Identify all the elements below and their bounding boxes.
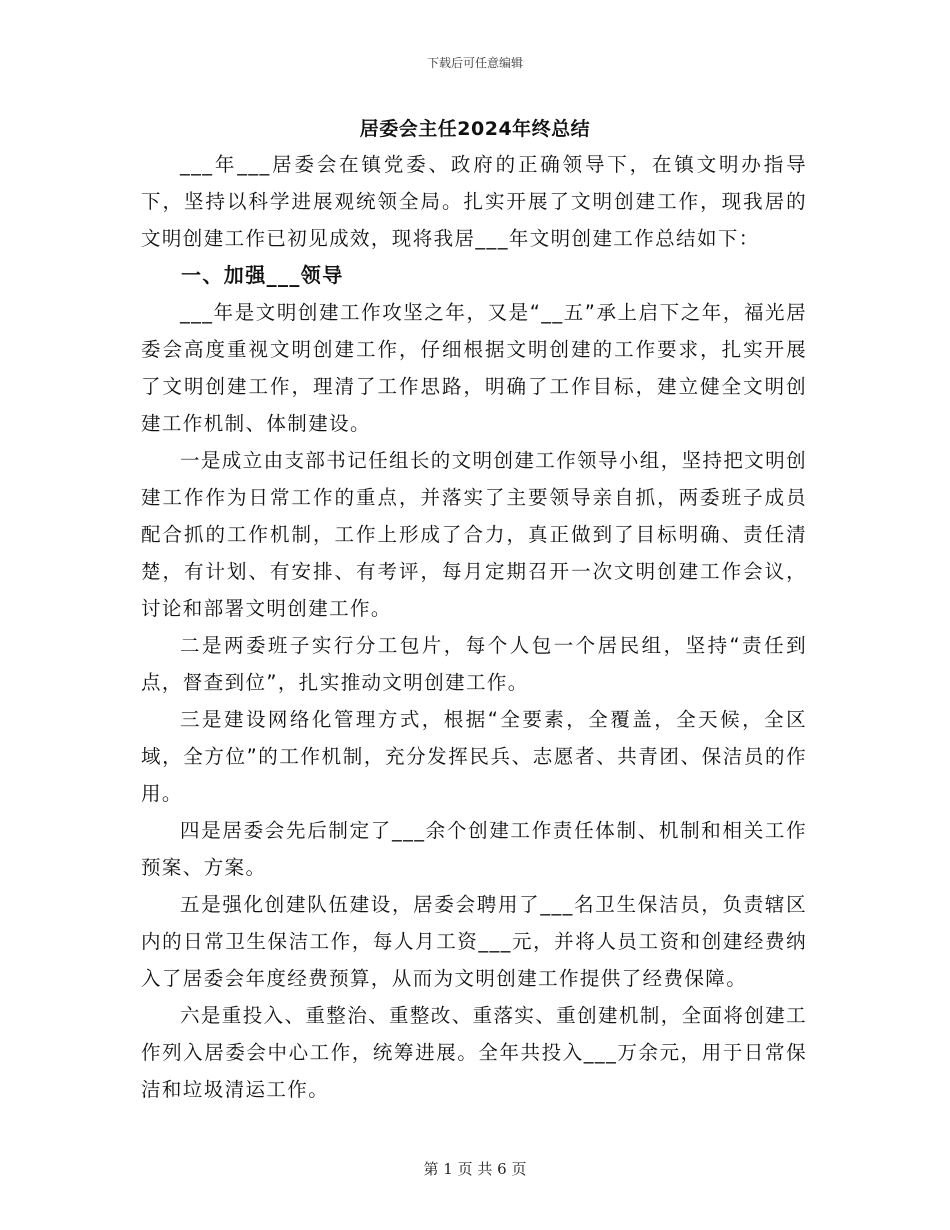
body-paragraph: 二是两委班子实行分工包片，每个人包一个居民组，坚持“责任到点，督查到位”，扎实推动文明创建工作。 (141, 634, 807, 694)
body-paragraph: 四是居委会先后制定了___余个创建工作责任体制、机制和相关工作预案、方案。 (141, 819, 807, 879)
document-body (141, 146, 807, 1108)
page-number: 第 1 页 共 6 页 (423, 1160, 527, 1178)
header-note: 下载后可任意编辑 (426, 56, 523, 70)
section-heading: 一、加强___领导 (181, 263, 344, 287)
body-paragraph: 六是重投入、重整治、重整改、重落实、重创建机制，全面将创建工作列入居委会中心工作，统筹进展。全年共投入___万余元，用于日常保洁和垃圾清运工作。 (141, 1004, 808, 1101)
body-paragraph: 一是成立由支部书记任组长的文明创建工作领导小组，坚持把文明创建工作作为日常工作的重点，并落实了主要领导亲自抓，两委班子成员配合抓的工作机制，工作上形成了合力，真正做到了目标明确、责任清楚，有计划、有安排、有考评，每月定期召开一次文明创建工作会议，讨论和部署文明创建工作。 (141, 449, 808, 620)
document-title: 居委会主任2024年终总结 (359, 118, 591, 140)
body-paragraph: 三是建设网络化管理方式，根据“全要素，全覆盖，全天候，全区域，全方位”的工作机制，充分发挥民兵、志愿者、共青团、保洁员的作用。 (141, 708, 807, 805)
body-paragraph: 五是强化创建队伍建设，居委会聘用了___名卫生保洁员，负责辖区内的日常卫生保洁工作，每人月工资___元，并将人员工资和创建经费纳入了居委会年度经费预算，从而为文明创建工作提供了经费保障。 (141, 893, 807, 990)
body-paragraph: ___年是文明创建工作攻坚之年，又是“__五”承上启下之年，福光居委会高度重视文明创建工作，仔细根据文明创建的工作要求，扎实开展了文明创建工作，理清了工作思路，明确了工作目标，建立健全文明创建工作机制、体制建设。 (141, 301, 807, 435)
intro-paragraph: ___年___居委会在镇党委、政府的正确领导下，在镇文明办指导下，坚持以科学进展观统领全局。扎实开展了文明创建工作，现我居的文明创建工作已初见成效，现将我居___年文明创建工作总结如下： (141, 153, 807, 250)
